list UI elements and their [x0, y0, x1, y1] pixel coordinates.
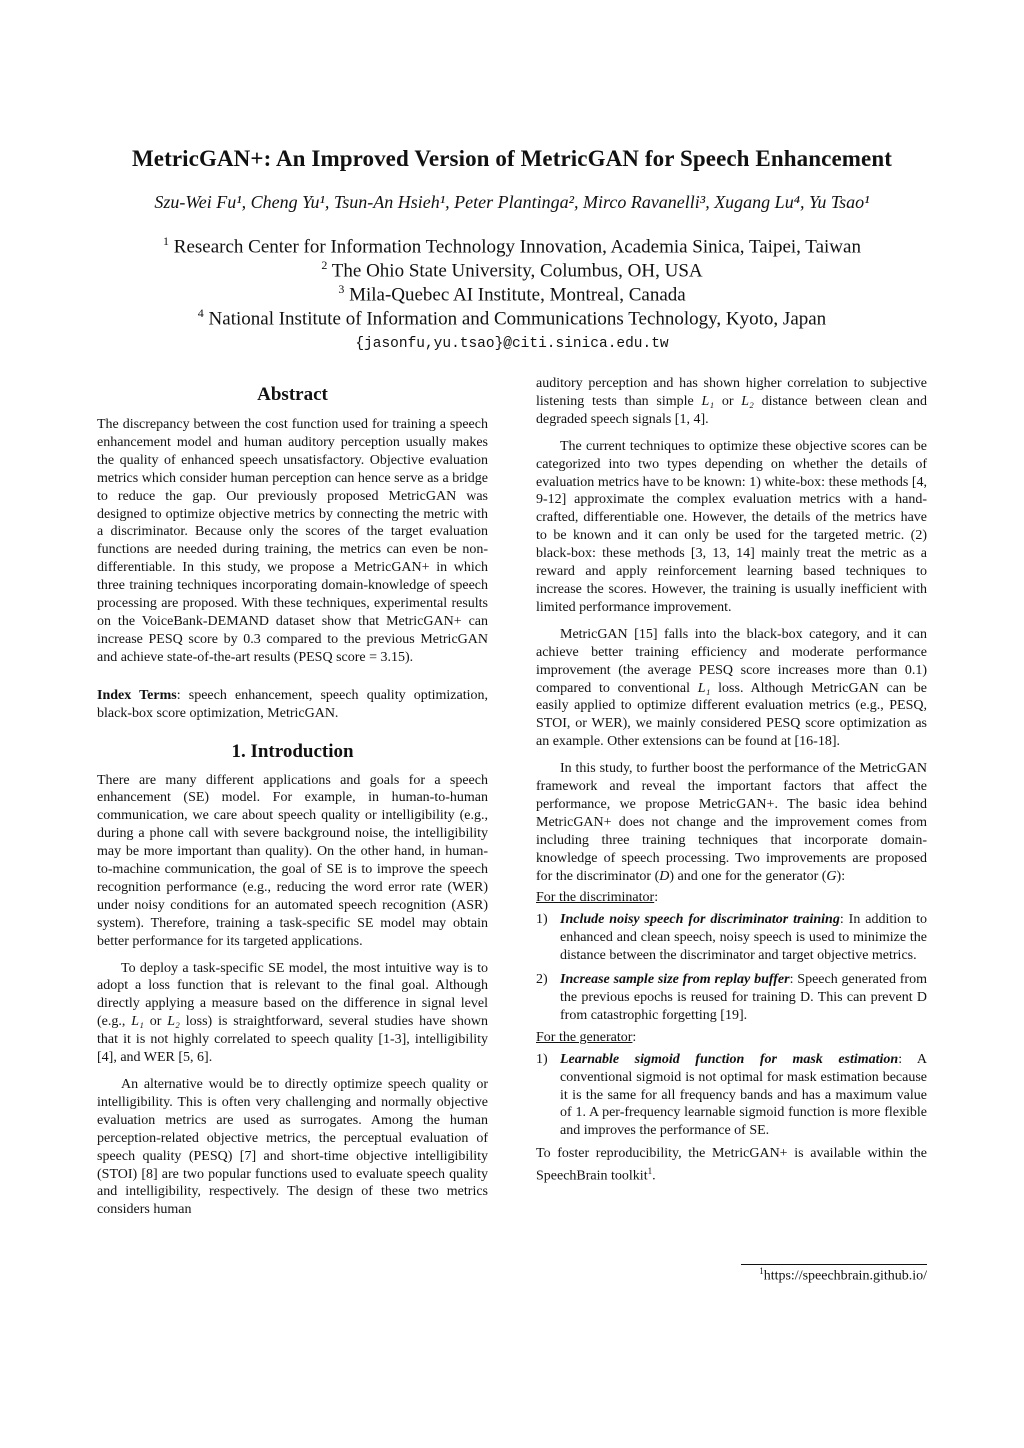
index-terms: Index Terms: speech enhancement, speech quality optimization, black-box score optimization, MetricGAN.: [97, 687, 488, 721]
discriminator-heading: For the discriminator:: [536, 890, 659, 906]
generator-heading: For the generator:: [536, 1029, 637, 1045]
paper-title: MetricGAN+: An Improved Version of MetricGAN for Speech Enhancement: [132, 146, 892, 171]
closing-paragraph: To foster reproducibility, the MetricGAN+ is available within the SpeechBrain toolkit$^1$.: [536, 1146, 927, 1184]
abstract-heading: Abstract: [257, 384, 328, 405]
intro-paragraph-1: There are many different applications and goals for a speech enhancement (SE) model. For example, in human-to-human communication, we care about speech quality or intelligibility (e.g., during a phone call with severe background noise, the intelligibility may be more important than quality). On the other hand, in human-to-machine communication, the goal of SE is to improve the speech recognition performance (e.g., reducing the word error rate (WER) under noisy conditions for an automated speech recognition (ASR) system). Therefore, training a task-specific SE model may obtain better performance for its targeted applications.: [97, 772, 488, 949]
right-column: [536, 375, 927, 1186]
intro-paragraph-2: To deploy a task-specific SE model, the most intuitive way is to adopt a loss function that is relevant to the final goal. Although directly applying a measure based on the difference in signal level (e.g., L₁ or L₂ loss) is straightforward, several studies have shown that it is not highly correlated to speech quality [1-3], intelligibility [4], and WER [5, 6].: [97, 960, 488, 1066]
right-paragraph-3: In this study, to further boost the performance of the MetricGAN framework and reveal the important factors that affect the performance, we propose MetricGAN+. The basic idea behind MetricGAN+ does not change and the improvement comes from including three training techniques that incorporate domain-knowledge of speech processing. Two improvements are proposed for the discriminator (D) and one for the generator (G):: [536, 761, 927, 884]
footnote: $^1$https://speechbrain.github.io/: [759, 1266, 927, 1284]
right-paragraph-0: auditory perception and has shown higher correlation to subjective listening tests than simple L₁ or L₂ distance between clean and degraded speech signals [1, 4].: [536, 376, 927, 427]
affiliation-1: $^1$ Research Center for Information Technology Innovation, Academia Sinica, Taipei, Taiwan: [163, 234, 861, 258]
footnote-rule: [741, 1264, 927, 1265]
contact-email: {jasonfu,yu.tsao}@citi.sinica.edu.tw: [355, 336, 669, 352]
abstract-text: The discrepancy between the cost function used for training a speech enhancement model and human auditory perception usually makes the quality of enhanced speech unsatisfactory. Objective evaluation metrics which consider human perception can hence serve as a bridge to reduce the gap. Our previously proposed MetricGAN was designed to optimize objective metrics by connecting the metric with a discriminator. Because only the scores of the target evaluation functions are needed during training, the metrics can even be non-differentiable. In this study, we propose a MetricGAN+ in which three training techniques incorporating domain-knowledge of speech processing are proposed. With these techniques, experimental results on the VoiceBank-DEMAND dataset show that MetricGAN+ can increase PESQ score by 0.3 compared to the previous MetricGAN and achieve state-of-the-art results (PESQ score = 3.15).: [97, 417, 488, 665]
left-column: [97, 384, 488, 1219]
right-paragraph-2: MetricGAN [15] falls into the black-box category, and it can achieve better training efficiency and moderate performance improvement (the average PESQ score increases more than 0.1) compared to conventional L₁ loss. Although MetricGAN can be easily applied to optimize different evaluation metrics (e.g., PESQ, STOI, or WER), we mainly considered PESQ score optimization as an example. Other extensions can be found at [16-18].: [536, 626, 927, 750]
author-list: Szu-Wei Fu¹, Cheng Yu¹, Tsun-An Hsieh¹, Peter Plantinga², Mirco Ravanelli³, Xugang Lu⁴, Yu Tsao¹: [154, 192, 870, 212]
generator-item-1: 1) Learnable sigmoid function for mask estimation: A conventional sigmoid is not optimal for mask estimation because it is the same for all frequency bands and has a maximum value of 1. A per-frequency learnable sigmoid function is more flexible and improves the performance of SE.: [536, 1051, 927, 1139]
affiliation-2: $^2$ The Ohio State University, Columbus, OH, USA: [321, 258, 703, 282]
right-paragraph-1: The current techniques to optimize these objective scores can be categorized into two types depending on whether the details of evaluation metrics have to be known: 1) white-box: these methods [4, 9-12] approximate the complex evaluation metrics with a hand-crafted, differentiable one. However, the details of the metrics have to be known and it can only be used for the targeted metric. (2) black-box: these methods [3, 13, 14] mainly treat the metric as a reward and apply reinforcement learning based techniques to increase the scores. However, the training is usually inefficient with limited performance improvement.: [536, 438, 927, 615]
intro-paragraph-3: An alternative would be to directly optimize speech quality or intelligibility. This is often very challenging and normally objective evaluation metrics are used as surrogates. Among the human perception-related objective metrics, the perceptual evaluation of speech quality (PESQ) [7] and short-time objective intelligibility (STOI) [8] are two popular functions used to evaluate speech quality and intelligibility, respectively. The design of these two metrics considers human: [97, 1077, 488, 1218]
discriminator-item-1: 1) Include noisy speech for discriminator training: In addition to enhanced and clean speech, noisy speech is used to minimize the distance between the discriminator and target objective metrics.: [536, 912, 927, 964]
footnote-link[interactable]: https://speechbrain.github.io/: [763, 1268, 927, 1284]
intro-heading: 1. Introduction: [231, 740, 354, 762]
discriminator-item-2: 2) Increase sample size from replay buffer: Speech generated from the previous epochs is reused for training D. This can prevent D from catastrophic forgetting [19].: [536, 972, 927, 1023]
affiliation-3: $^3$ Mila-Quebec AI Institute, Montreal, Canada: [338, 282, 686, 306]
affiliation-4: $^4$ National Institute of Information and Communications Technology, Kyoto, Japan: [197, 306, 827, 330]
